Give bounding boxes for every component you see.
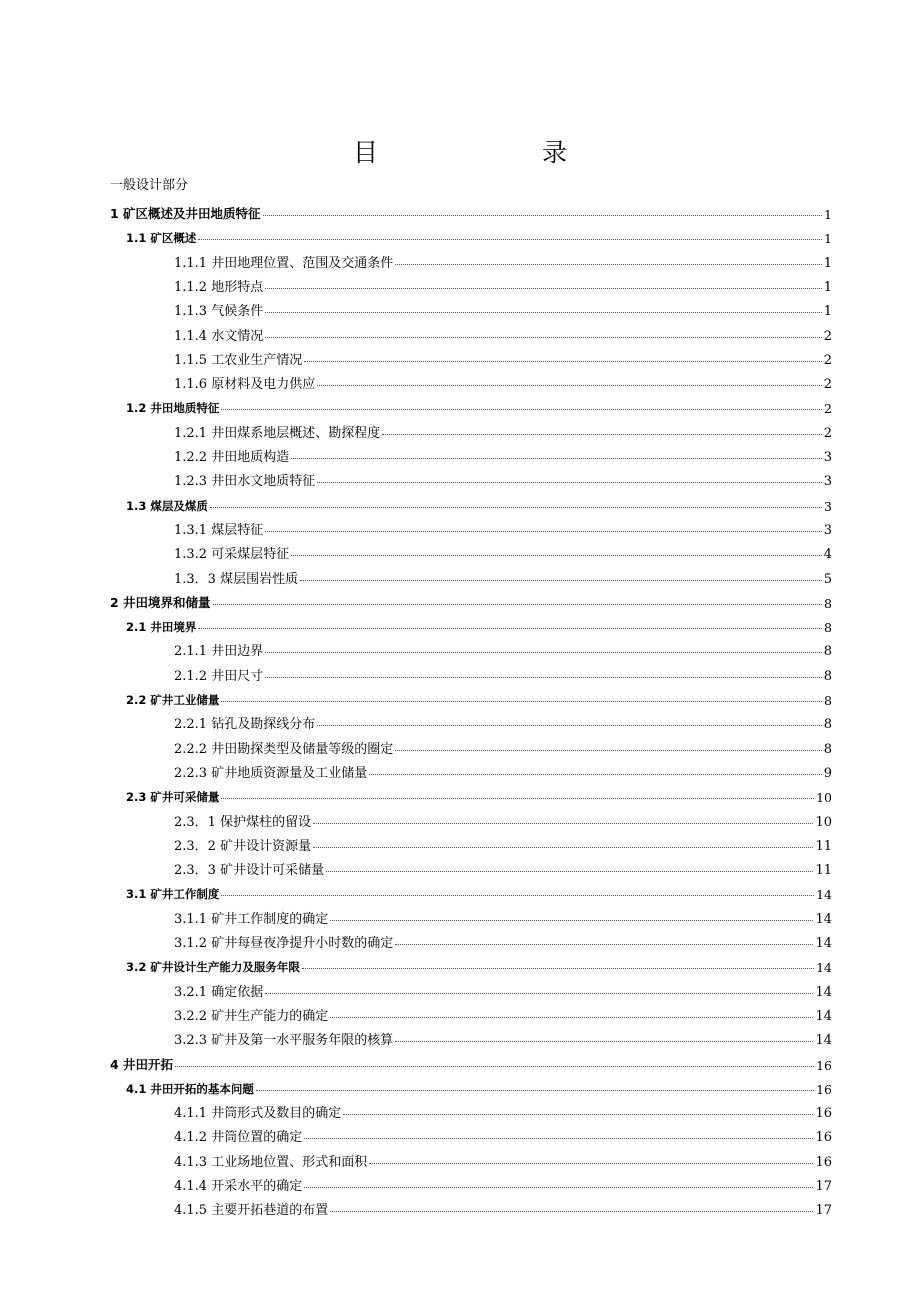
- toc-page-number: 2: [823, 377, 832, 393]
- toc-entry-label: 1.2.2 井田地质构造: [174, 450, 290, 465]
- toc-entry[interactable]: [174, 295, 832, 322]
- toc-leader-dots: [317, 724, 822, 726]
- toc-page-number: 11: [815, 863, 832, 879]
- toc-leader-dots: [265, 676, 822, 678]
- toc-leader-dots: [175, 1065, 814, 1067]
- toc-leader-dots: [221, 700, 822, 702]
- toc-page-number: 14: [816, 960, 832, 976]
- toc-entry-label: 2.3．3 矿井设计可采储量: [174, 863, 325, 879]
- toc-entry-label: 2.3．1 保护煤柱的留设: [174, 814, 312, 830]
- toc-leader-dots: [313, 822, 813, 824]
- toc-entry[interactable]: [174, 854, 832, 881]
- toc-entry[interactable]: [174, 247, 832, 274]
- toc-page-number: 11: [815, 838, 832, 854]
- toc-entry-label: 1.3．3 煤层围岩性质: [174, 571, 299, 587]
- toc-leader-dots: [343, 1113, 813, 1115]
- toc-leader-dots: [256, 1089, 814, 1091]
- toc-leader-dots: [263, 214, 822, 216]
- toc-entry[interactable]: [126, 392, 832, 419]
- toc-entry[interactable]: [174, 441, 832, 468]
- toc-page-number: 2: [823, 425, 832, 441]
- toc-page-number: 14: [816, 887, 832, 903]
- toc-page-number: 5: [823, 571, 832, 587]
- toc-leader-dots: [304, 1186, 813, 1188]
- toc-entry[interactable]: [126, 1073, 832, 1100]
- toc-page-number: 16: [816, 1057, 832, 1073]
- toc-page-number: 8: [823, 644, 832, 660]
- toc-entry-label: 1.1.6 原材料及电力供应: [174, 377, 316, 393]
- toc-entry-label: 3.1.1 矿井工作制度的确定: [174, 911, 329, 927]
- toc-entry-label: 2.2.3 矿井地质资源量及工业储量: [174, 765, 368, 781]
- toc-page-number: 16: [815, 1130, 832, 1146]
- toc-entry[interactable]: [174, 320, 832, 347]
- toc-entry[interactable]: [174, 344, 832, 371]
- toc-entry-label: 3.2.1 确定依据: [174, 984, 264, 1000]
- toc-entry-label: 1.3.2 可采煤层特征: [174, 547, 290, 563]
- toc-entry-label: 2.2.1 钻孔及勘探线分布: [174, 717, 316, 733]
- toc-leader-dots: [221, 894, 814, 896]
- toc-leader-dots: [330, 919, 813, 921]
- toc-entry[interactable]: [126, 611, 832, 638]
- toc-leader-dots: [330, 1210, 813, 1212]
- toc-leader-dots: [291, 554, 822, 556]
- toc-entry-label: 2.1 井田境界: [126, 620, 197, 635]
- toc-entry-label: 1.1.5 工农业生产情况: [174, 352, 303, 368]
- toc-entry[interactable]: [174, 271, 832, 298]
- toc-entry-label: 1.3.1 煤层特征: [174, 522, 264, 538]
- toc-leader-dots: [210, 506, 822, 508]
- toc-entry[interactable]: [174, 1146, 832, 1173]
- toc-entry-label: 2.2.2 井田勘探类型及储量等级的圈定: [174, 741, 394, 757]
- toc-page-number: 1: [824, 207, 832, 222]
- toc-page-number: 3: [824, 498, 832, 514]
- toc-entry[interactable]: [174, 1024, 832, 1051]
- toc-entry[interactable]: [174, 733, 832, 760]
- toc-page-number: 8: [824, 595, 832, 611]
- toc-entry-label: 1.2.1 井田煤系地层概述、勘探程度: [174, 425, 381, 441]
- toc-entry-label: 2.3．2 矿井设计资源量: [174, 838, 312, 854]
- toc-page-number: 1: [823, 279, 832, 295]
- toc-entry[interactable]: [174, 660, 832, 687]
- toc-page-number: 16: [815, 1154, 832, 1170]
- toc-entry[interactable]: [174, 806, 832, 833]
- toc-page-number: 4: [823, 547, 832, 563]
- toc-entry-label: 1.1 矿区概述: [126, 231, 197, 246]
- toc-entry[interactable]: [110, 1049, 832, 1076]
- toc-leader-dots: [395, 749, 822, 751]
- toc-entry[interactable]: [174, 1121, 832, 1148]
- toc-entry[interactable]: [174, 514, 832, 541]
- toc-entry[interactable]: [174, 635, 832, 662]
- toc-entry[interactable]: [126, 222, 832, 249]
- toc-entry[interactable]: [174, 903, 832, 930]
- toc-entry-label: 4.1.5 主要开拓巷道的布置: [174, 1203, 329, 1219]
- toc-entry-label: 3.2 矿井设计生产能力及服务年限: [126, 960, 300, 975]
- toc-page-number: 14: [815, 1033, 832, 1049]
- toc-entry-label: 2.1.1 井田边界: [174, 644, 264, 660]
- toc-entry[interactable]: [126, 878, 832, 905]
- toc-page-number: 17: [815, 1179, 832, 1194]
- toc-leader-dots: [221, 797, 814, 799]
- toc-entry-label: 3.2.3 矿井及第一水平服务年限的核算: [174, 1033, 394, 1049]
- toc-leader-dots: [304, 1137, 813, 1139]
- toc-leader-dots: [265, 530, 822, 532]
- toc-entry-label: 1.1.4 水文情况: [174, 328, 264, 344]
- toc-entry-label: 3.2.2 矿井生产能力的确定: [174, 1008, 329, 1024]
- toc-page-number: 2: [824, 401, 832, 417]
- toc-leader-dots: [317, 384, 822, 386]
- toc-page-number: 9: [823, 765, 832, 781]
- toc-leader-dots: [330, 1016, 813, 1018]
- toc-page-number: 14: [815, 911, 832, 927]
- toc-entry-label: 2 井田境界和储量: [110, 594, 211, 610]
- toc-page-number: 16: [816, 1081, 832, 1097]
- toc-leader-dots: [221, 408, 822, 410]
- toc-entry[interactable]: [110, 198, 832, 225]
- toc-entry[interactable]: [174, 976, 832, 1003]
- toc-page-number: 1: [824, 231, 832, 247]
- toc-entry[interactable]: [174, 465, 832, 492]
- toc-entry[interactable]: [174, 368, 832, 395]
- toc-page-number: 10: [816, 790, 832, 806]
- toc-entry-label: 1 矿区概述及井田地质特征: [110, 206, 261, 221]
- toc-leader-dots: [265, 287, 822, 289]
- toc-leader-dots: [395, 263, 822, 265]
- toc-page-number: 17: [815, 1203, 832, 1219]
- toc-leader-dots: [300, 579, 822, 581]
- toc-entry[interactable]: [174, 1170, 832, 1197]
- toc-page-number: 2: [823, 352, 832, 368]
- toc-entry-label: 1.1.2 地形特点: [174, 279, 264, 295]
- toc-entry[interactable]: [110, 587, 832, 614]
- toc-leader-dots: [369, 1162, 813, 1164]
- toc-page-number: 14: [815, 1008, 832, 1024]
- toc-leader-dots: [313, 846, 813, 848]
- toc-leader-dots: [265, 651, 822, 653]
- toc-page-number: 14: [815, 936, 832, 951]
- toc-leader-dots: [395, 1040, 813, 1042]
- toc-page-number: 8: [824, 620, 832, 636]
- toc-page-number: 14: [815, 984, 832, 1000]
- toc-leader-dots: [198, 627, 822, 629]
- toc-entry[interactable]: [126, 490, 832, 517]
- toc-page-number: 3: [823, 474, 832, 490]
- toc-entry-label: 1.2 井田地质特征: [126, 401, 220, 416]
- toc-page-number: 8: [823, 668, 832, 684]
- page-title: 目 录: [352, 138, 605, 167]
- toc-entry-label: 2.2 矿井工业储量: [126, 693, 220, 707]
- toc-entry-label: 4.1.3 工业场地位置、形式和面积: [174, 1154, 368, 1170]
- toc-leader-dots: [198, 238, 822, 240]
- toc-entry-label: 4.1.1 井筒形式及数目的确定: [174, 1106, 342, 1122]
- toc-leader-dots: [265, 992, 813, 994]
- toc-leader-dots: [369, 773, 822, 775]
- toc-entry[interactable]: [126, 781, 832, 808]
- toc-entry-label: 4 井田开拓: [110, 1056, 174, 1072]
- toc-entry-label: 4.1.4 开采水平的确定: [174, 1179, 303, 1194]
- toc-entry[interactable]: [174, 757, 832, 784]
- toc-page-number: 3: [823, 522, 832, 538]
- toc-entry[interactable]: [174, 830, 832, 857]
- toc-leader-dots: [395, 943, 813, 945]
- toc-entry-label: 4.1.2 井筒位置的确定: [174, 1130, 303, 1146]
- toc-entry-label: 3.1 矿井工作制度: [126, 887, 220, 902]
- toc-leader-dots: [382, 433, 822, 435]
- toc-leader-dots: [302, 967, 814, 969]
- toc-entry[interactable]: [174, 1194, 832, 1221]
- toc-entry[interactable]: [174, 417, 832, 444]
- toc-entry[interactable]: [174, 927, 832, 954]
- toc-page-number: 10: [815, 814, 832, 830]
- toc-leader-dots: [213, 603, 822, 605]
- toc-entry[interactable]: [126, 951, 832, 978]
- toc-entry[interactable]: [126, 684, 832, 711]
- toc-leader-dots: [304, 360, 822, 362]
- toc-entry-label: 1.1.3 气候条件: [174, 304, 264, 320]
- toc-entry-label: 3.1.2 矿井每昼夜净提升小时数的确定: [174, 936, 394, 951]
- toc-leader-dots: [291, 457, 822, 459]
- toc-entry-label: 2.1.2 井田尺寸: [174, 668, 264, 684]
- toc-entry[interactable]: [174, 1000, 832, 1027]
- toc-page-number: 1: [823, 304, 832, 320]
- toc-page-number: 2: [823, 328, 832, 344]
- toc-page-number: 3: [823, 450, 832, 465]
- toc-page-number: 1: [823, 255, 832, 271]
- toc-page-number: 8: [823, 717, 832, 733]
- toc-entry-label: 1.2.3 井田水文地质特征: [174, 474, 316, 490]
- toc-leader-dots: [326, 870, 813, 872]
- toc-entry-label: 2.3 矿井可采储量: [126, 790, 220, 805]
- toc-entry[interactable]: [174, 563, 832, 590]
- toc-entry[interactable]: [174, 538, 832, 565]
- toc-entry-label: 1.1.1 井田地理位置、范围及交通条件: [174, 255, 394, 271]
- toc-page-number: 8: [824, 693, 832, 708]
- toc-entry-label: 1.3 煤层及煤质: [126, 498, 208, 513]
- toc-page-number: 16: [815, 1106, 832, 1122]
- toc-leader-dots: [265, 336, 822, 338]
- toc-leader-dots: [265, 311, 822, 313]
- toc-leader-dots: [317, 481, 822, 483]
- toc-page-number: 8: [823, 741, 832, 757]
- toc-entry[interactable]: [174, 1097, 832, 1124]
- section-header: 一般设计部分: [110, 178, 189, 193]
- toc-entry-label: 4.1 井田开拓的基本问题: [126, 1081, 254, 1096]
- toc-entry[interactable]: [174, 708, 832, 735]
